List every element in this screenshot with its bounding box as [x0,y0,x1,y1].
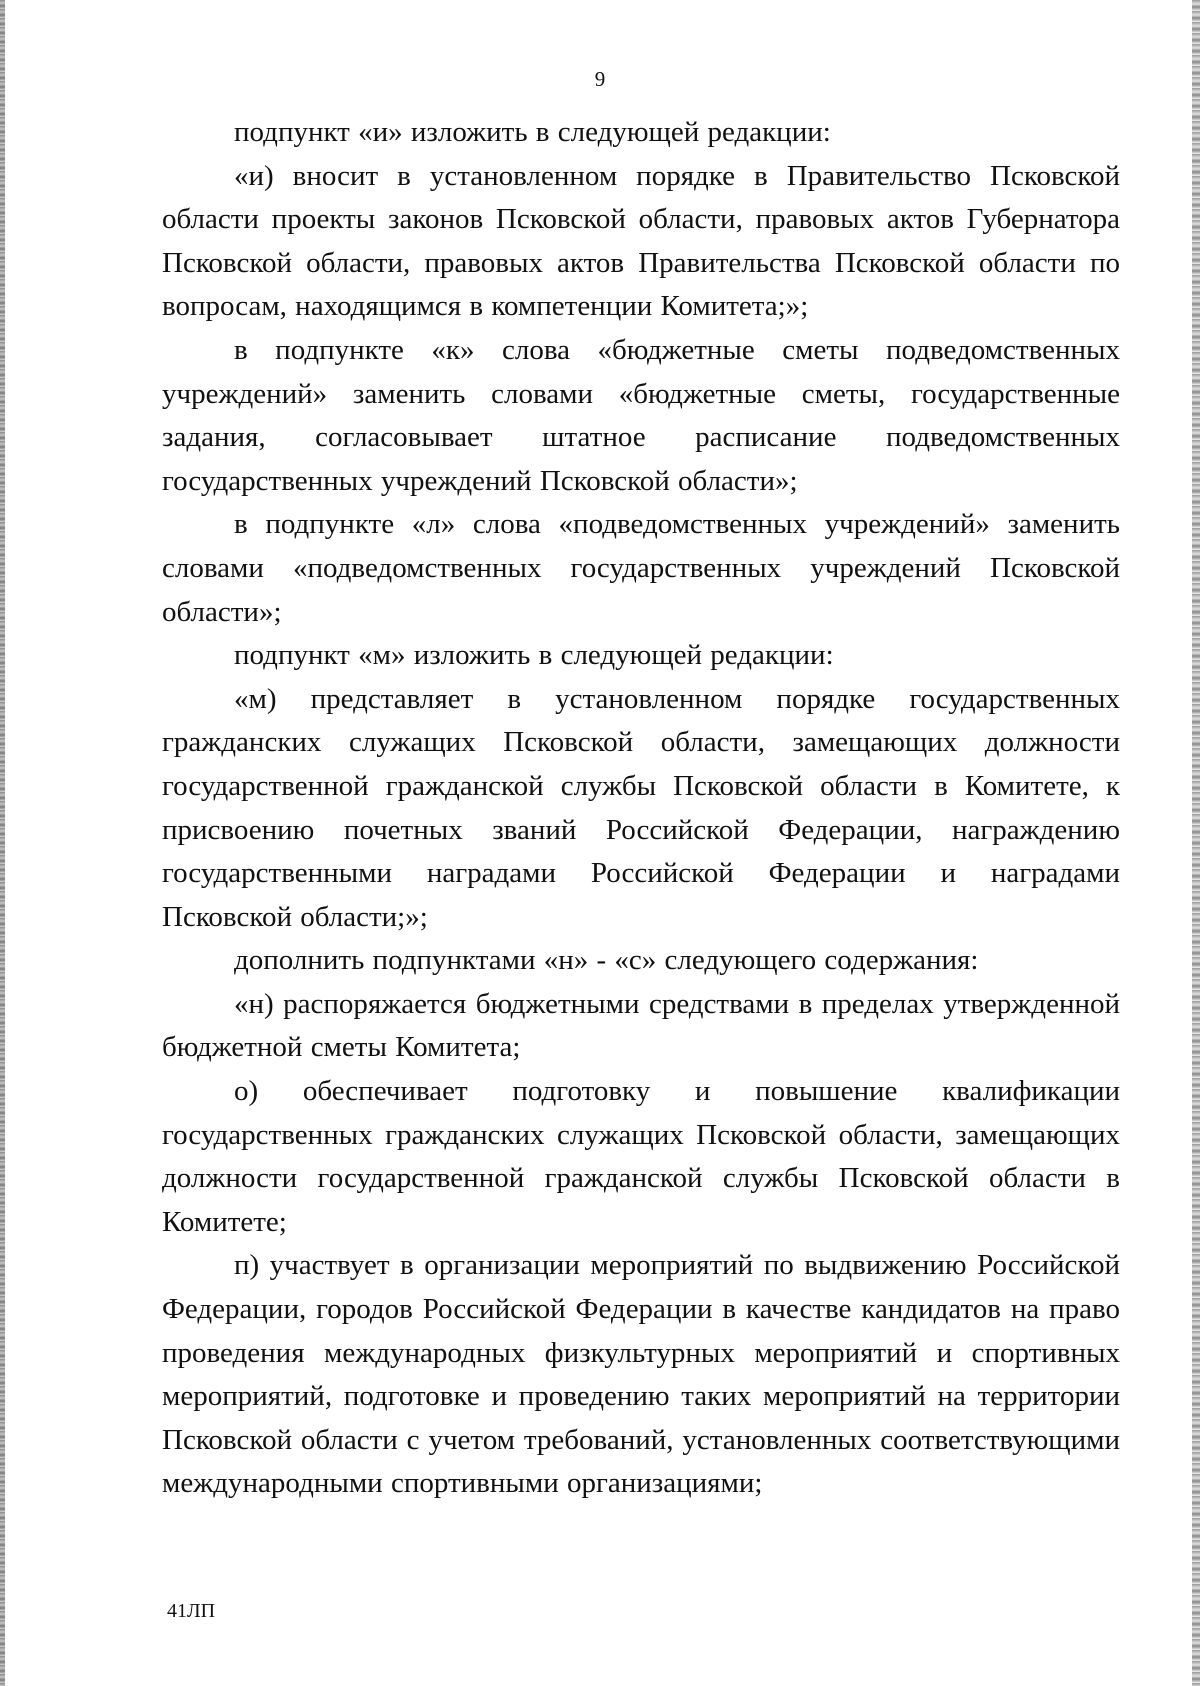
paragraph: «м) представляет в установленном порядке государственных гражданских служащих Псковской области, замещающих должности государственной гражданской службы Псковской области в Комитете, к присвоению почетных званий Российской Федерации, награждению государственными наградами Российской Федерации и наградами Псковской области;»; [162,682,1120,933]
paragraph: «и) вносит в установленном порядке в Правительство Псковской области проекты законов Псковской области, правовых актов Губернатора Псковской области, правовых актов Правительства Псковской области по вопросам, находящимся в компетенции Комитета;»; [162,159,1120,323]
paragraph: дополнить подпунктами «н» - «с» следующего содержания: [234,944,979,977]
scan-edge-right [1192,0,1200,1686]
paragraph: «н) распоряжается бюджетными средствами в пределах утвержденной бюджетной сметы Комитета; [162,987,1120,1064]
document-body [162,111,1120,1506]
paragraph: в подпункте «л» слова «подведомственных учреждений» заменить словами «подведомственных государственных учреждений Псковской области»; [162,508,1120,628]
scan-edge-left [0,0,5,1686]
paragraph: п) участвует в организации мероприятий по выдвижению Российской Федерации, городов Российской Федерации в качестве кандидатов на право проведения международных физкультурных мероприятий и спортивных мероприятий, подготовке и проведению таких мероприятий на территории Псковской области с учетом требований, установленных соответствующими международными спортивными организациями; [162,1249,1120,1500]
footer-code: 41ЛП [167,1600,216,1622]
paragraph: подпункт «м» изложить в следующей редакции: [234,639,834,672]
paragraph: подпункт «и» изложить в следующей редакции: [234,116,831,148]
paragraph: о) обеспечивает подготовку и повышение квалификации государственных гражданских служащих Псковской области, замещающих должности государственной гражданской службы Псковской области в Комитете; [162,1075,1120,1238]
page-number: 9 [594,67,606,91]
paragraph: в подпункте «к» слова «бюджетные сметы подведомственных учреждений» заменить словами «бюджетные сметы, государственные задания, согласовывает штатное расписание подведомственных государственных учреждений Псковской области»; [162,333,1120,497]
